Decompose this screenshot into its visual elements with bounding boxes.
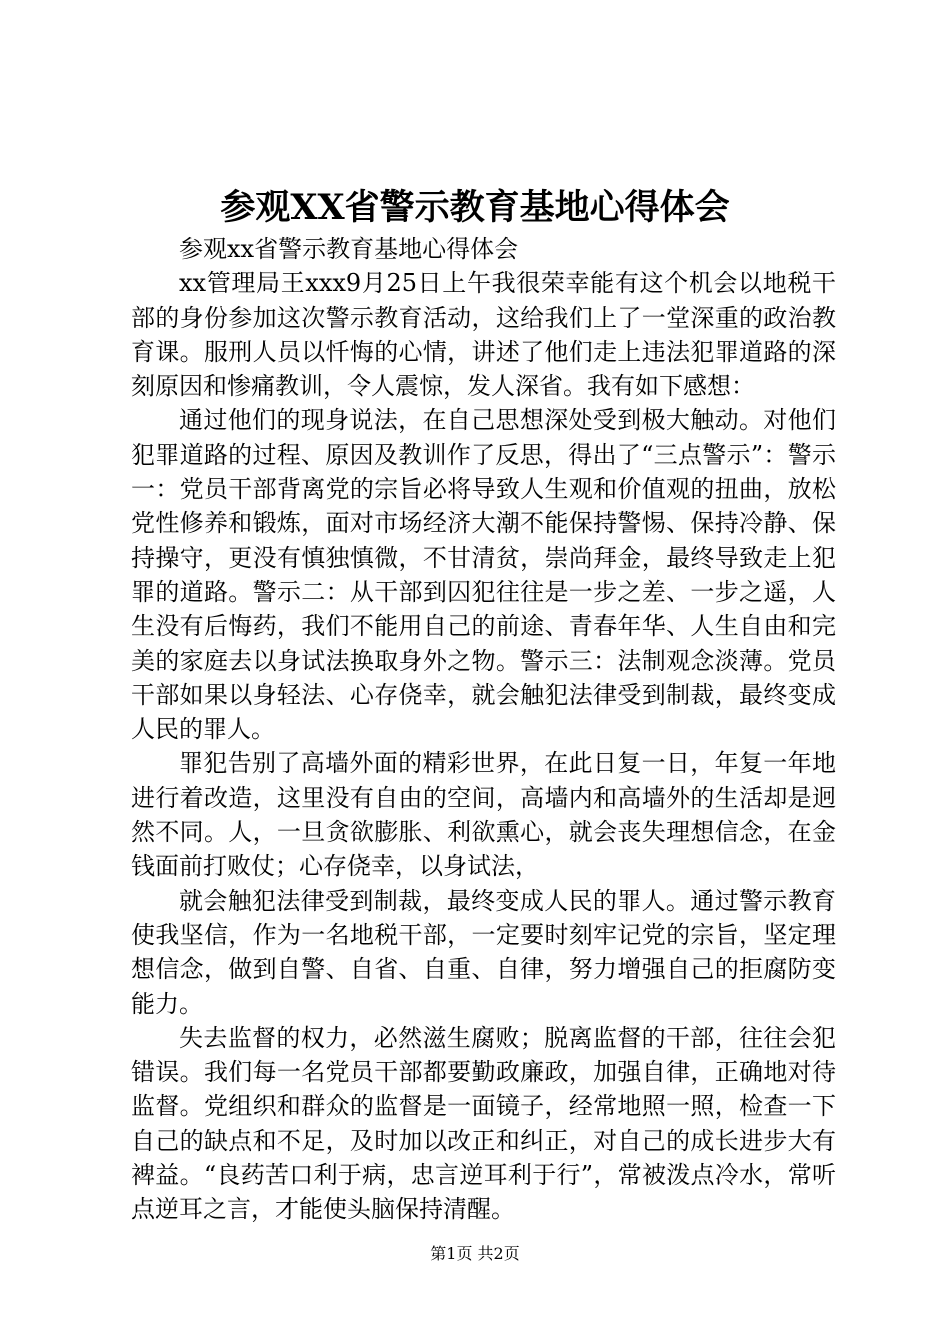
body-paragraph: xx管理局王xxx9月25日上午我很荣幸能有这个机会以地税干部的身份参加这次警示教育活动，这给我们上了一堂深重的政治教育课。服刑人员以忏悔的心情，讲述了他们走上违法犯罪道路的深刻原因和惨痛教训，令人震惊，发人深省。我有如下感想： [131,269,836,401]
document-title: 参观XX省警示教育基地心得体会 [220,187,730,228]
body-paragraph: 罪犯告别了高墙外面的精彩世界，在此日复一日，年复一年地进行着改造，这里没有自由的空间，高墙内和高墙外的生活却是迥然不同。人，一旦贪欲膨胀、利欲熏心，就会丧失理想信念，在金钱面前打败仗；心存侥幸，以身试法， [131,749,836,881]
page-footer: 第1页 共2页 [430,1244,520,1263]
body-paragraph: 就会触犯法律受到制裁，最终变成人民的罪人。通过警示教育使我坚信，作为一名地税干部，一定要时刻牢记党的宗旨，坚定理想信念，做到自警、自省、自重、自律，努力增强自己的拒腐防变能力。 [131,886,836,1018]
body-paragraph: 参观xx省警示教育基地心得体会 [179,235,519,263]
body-paragraph: 失去监督的权力，必然滋生腐败；脱离监督的干部，往往会犯错误。我们每一名党员干部都要勤政廉政，加强自律，正确地对待监督。党组织和群众的监督是一面镜子，经常地照一照，检查一下自己的缺点和不足，及时加以改正和纠正，对自己的成长进步大有裨益。“良药苦口利于病，忠言逆耳利于行”，常被泼点冷水，常听点逆耳之言，才能使头脑保持清醒。 [131,1023,836,1224]
body-paragraph: 通过他们的现身说法，在自己思想深处受到极大触动。对他们犯罪道路的过程、原因及教训作了反思，得出了“三点警示”：警示一：党员干部背离党的宗旨必将导致人生观和价值观的扭曲，放松党性修养和锻炼，面对市场经济大潮不能保持警惕、保持冷静、保持操守，更没有慎独慎微，不甘清贫，崇尚拜金，最终导致走上犯罪的道路。警示二：从干部到囚犯往往是一步之差、一步之遥，人生没有后悔药，我们不能用自己的前途、青春年华、人生自由和完美的家庭去以身试法换取身外之物。警示三：法制观念淡薄。党员干部如果以身轻法、心存侥幸，就会触犯法律受到制裁，最终变成人民的罪人。 [131,406,836,744]
document-body [131,232,836,1227]
